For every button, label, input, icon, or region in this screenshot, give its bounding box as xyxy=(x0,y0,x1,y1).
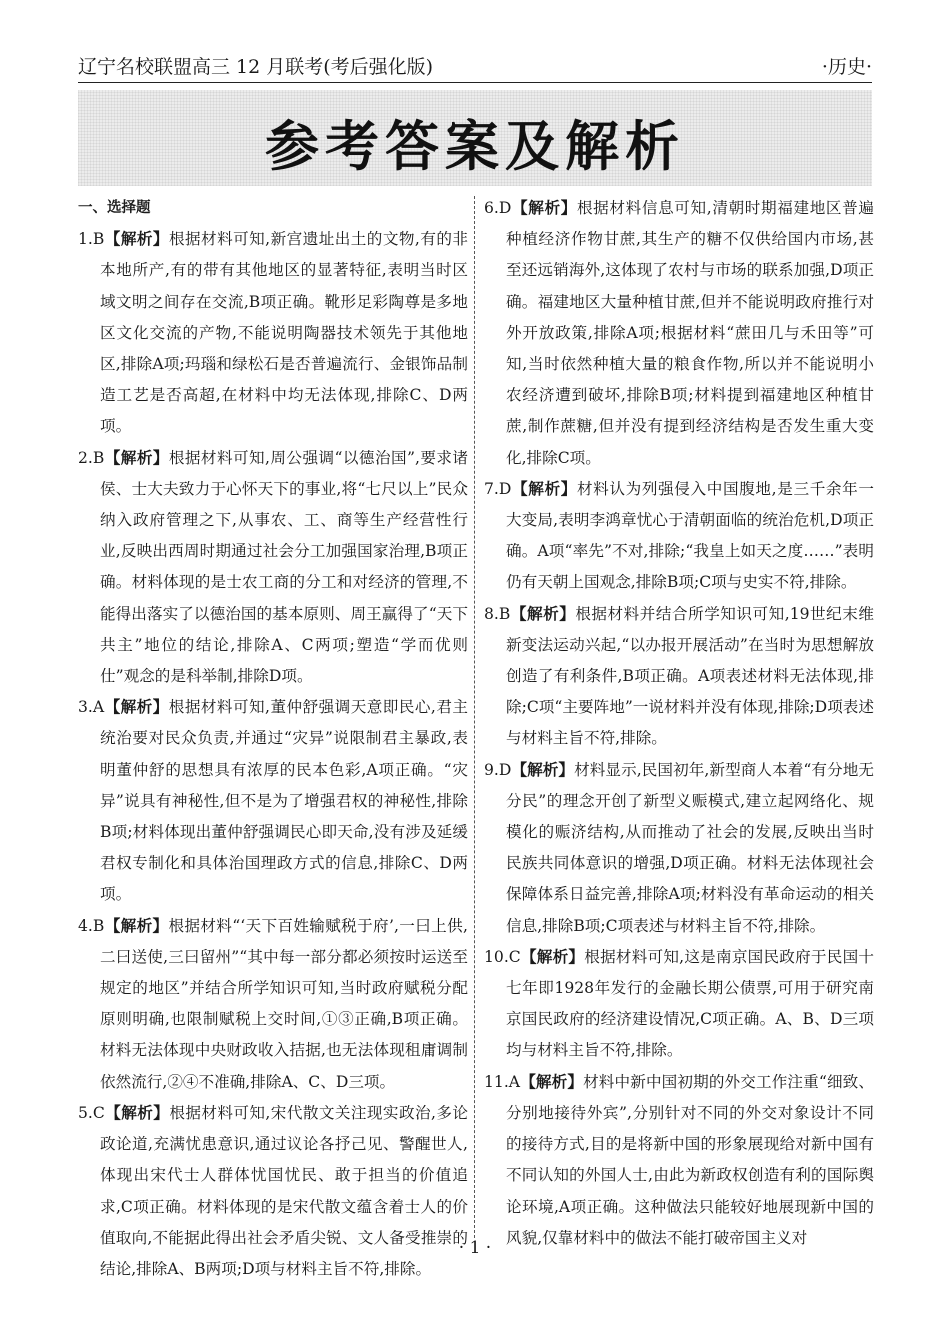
answer-text: 根据材料并结合所学知识可知,19世纪末维新变法运动兴起,“以办报开展活动”在当时为思想解放创造了有利条件,B项正确。A项表述材料无法体现,排除;C项“主要阵地”一说材料并没有体现,排除;D项表述与材料主旨不符,排除。 xyxy=(506,604,874,748)
answer-item-8 xyxy=(484,599,874,755)
analysis-tag: 【解析】 xyxy=(104,698,169,717)
analysis-tag: 【解析】 xyxy=(511,199,577,217)
right-column xyxy=(484,193,874,1254)
analysis-tag: 【解析】 xyxy=(104,1103,170,1122)
answer-number: 6.D xyxy=(484,199,512,217)
analysis-tag: 【解析】 xyxy=(510,604,576,623)
answer-number: 8.B xyxy=(484,604,511,623)
analysis-tag: 【解析】 xyxy=(511,479,577,498)
answer-number: 1.B xyxy=(78,230,105,249)
analysis-tag: 【解析】 xyxy=(520,1072,584,1091)
answer-number: 7.D xyxy=(484,479,512,498)
banner-title: 参考答案及解析 xyxy=(265,115,685,178)
section-title: 一、选择题 xyxy=(78,200,151,216)
answer-text: 材料认为列强侵入中国腹地,是三千余年一大变局,表明李鸿章忧心于清朝面临的统治危机,D项正确。A项“率先”不对,排除;“我皇上如天之度……”表明仍有天朝上国观念,排除B项;C项与史实不符,排除。 xyxy=(506,479,874,592)
answer-item-7 xyxy=(484,474,874,599)
answer-number: 4.B xyxy=(78,916,105,935)
answer-text: 根据材料信息可知,清朝时期福建地区普遍种植经济作物甘蔗,其生产的糖不仅供给国内市场,甚至还远销海外,这体现了农村与市场的联系加强,D项正确。福建地区大量种植甘蔗,但并不能说明政府推行对外开放政策,排除A项;根据材料“蔗田几与禾田等”可知,当时依然种植大量的粮食作物,所以并不能说明小农经济遭到破坏,排除B项;材料提到福建地区种植甘蔗,制作蔗糖,但并没有提到经济结构是否发生重大变化,排除C项。 xyxy=(506,199,874,467)
analysis-tag: 【解析】 xyxy=(104,448,169,467)
answer-number: 2.B xyxy=(78,448,105,467)
exam-title: 辽宁名校联盟高三 12 月联考(考后强化版) xyxy=(78,56,434,78)
answer-text: 根据材料可知,这是南京国民政府于民国十七年即1928年发行的金融长期公债票,可用于研究南京国民政府的经济建设情况,C项正确。A、B、D三项均与材料主旨不符,排除。 xyxy=(506,947,874,1060)
answer-text: 材料显示,民国初年,新型商人本着“有分地无分民”的理念开创了新型义赈模式,建立起网络化、规模化的赈济结构,从而推动了社会的发展,反映出当时民族共同体意识的增强,D项正确。材料无法体现社会保障体系日益完善,排除A项;材料没有革命运动的相关信息,排除B项;C项表述与材料主旨不符,排除。 xyxy=(506,760,874,935)
answer-item-10 xyxy=(484,942,874,1067)
header-rule xyxy=(78,82,872,83)
answer-item-2 xyxy=(78,443,468,693)
answer-item-3 xyxy=(78,692,468,910)
answer-text: 根据材料“‘天下百姓输赋税于府’,一曰上供,二曰送使,三曰留州”“其中每一部分都必须按时运送至规定的地区”并结合所学知识可知,当时政府赋税分配原则明确,也限制赋税上交时间,①③正确,B项正确。材料无法体现中央财政收入拮据,也无法体现租庸调制依然流行,②④不准确,排除A、C、D三项。 xyxy=(100,916,468,1091)
analysis-tag: 【解析】 xyxy=(511,760,575,779)
answer-item-6 xyxy=(484,193,874,474)
answer-number: 9.D xyxy=(484,760,512,779)
answer-number: 10.C xyxy=(484,947,521,966)
answer-number: 3.A xyxy=(78,698,105,717)
answer-item-1 xyxy=(78,224,468,442)
analysis-tag: 【解析】 xyxy=(520,947,585,966)
answer-text: 根据材料可知,新宫遗址出土的文物,有的非本地所产,有的带有其他地区的显著特征,表明当时区域文明之间存在交流,B项正确。靴形足彩陶尊是多地区文化交流的产物,不能说明陶器技术领先于其他地区,排除A项;玛瑙和绿松石是否普遍流行、金银饰品制造工艺是否高超,在材料中均无法体现,排除C、D两项。 xyxy=(100,230,468,436)
subject-label: ·历史· xyxy=(821,56,872,78)
answer-item-11 xyxy=(484,1067,874,1254)
answer-text: 根据材料可知,董仲舒强调天意即民心,君主统治要对民众负责,并通过“灾异”说限制君主暴政,表明董仲舒的思想具有浓厚的民本色彩,A项正确。“灾异”说具有神秘性,但不是为了增强君权的神秘性,排除B项;材料体现出董仲舒强调民心即天命,没有涉及延缓君权专制化和具体治国理政方式的信息,排除C、D两项。 xyxy=(100,698,468,904)
answer-item-9 xyxy=(484,755,874,942)
title-banner xyxy=(78,90,872,186)
analysis-tag: 【解析】 xyxy=(104,916,169,935)
page-number: · 1 · xyxy=(458,1238,492,1258)
column-divider xyxy=(474,196,475,1238)
answer-item-4 xyxy=(78,911,468,1098)
answer-text: 材料中新中国初期的外交工作注重“细致、分别地接待外宾”,分别针对不同的外交对象设计不同的接待方式,目的是将新中国的形象展现给对新中国有不同认知的外国人士,由此为新政权创造有利的国际舆论环境,A项正确。这种做法只能较好地展现新中国的风貌,仅靠材料中的做法不能打破帝国主义对 xyxy=(506,1072,874,1247)
answer-number: 5.C xyxy=(78,1103,105,1122)
analysis-tag: 【解析】 xyxy=(104,230,169,249)
left-column xyxy=(78,193,468,1285)
answer-number: 11.A xyxy=(484,1072,521,1091)
answer-text: 根据材料可知,宋代散文关注现实政治,多论政论道,充满忧患意识,通过议论各抒己见、警醒世人,体现出宋代士人群体忧国忧民、敢于担当的价值追求,C项正确。材料体现的是宋代散文蕴含着士人的价值取向,不能据此得出社会矛盾尖锐、文人备受推崇的结论,排除A、B两项;D项与材料主旨不符,排除。 xyxy=(100,1103,468,1278)
answer-text: 根据材料可知,周公强调“以德治国”,要求诸侯、士大夫致力于心怀天下的事业,将“七尺以上”民众纳入政府管理之下,从事农、工、商等生产经营性行业,反映出西周时期通过社会分工加强国家治理,B项正确。材料体现的是士农工商的分工和对经济的管理,不能得出落实了以德治国的基本原则、周王赢得了“天下共主”地位的结论,排除A、C两项;塑造“学而优则仕”观念的是科举制,排除D项。 xyxy=(100,448,468,686)
page-header xyxy=(78,52,872,78)
